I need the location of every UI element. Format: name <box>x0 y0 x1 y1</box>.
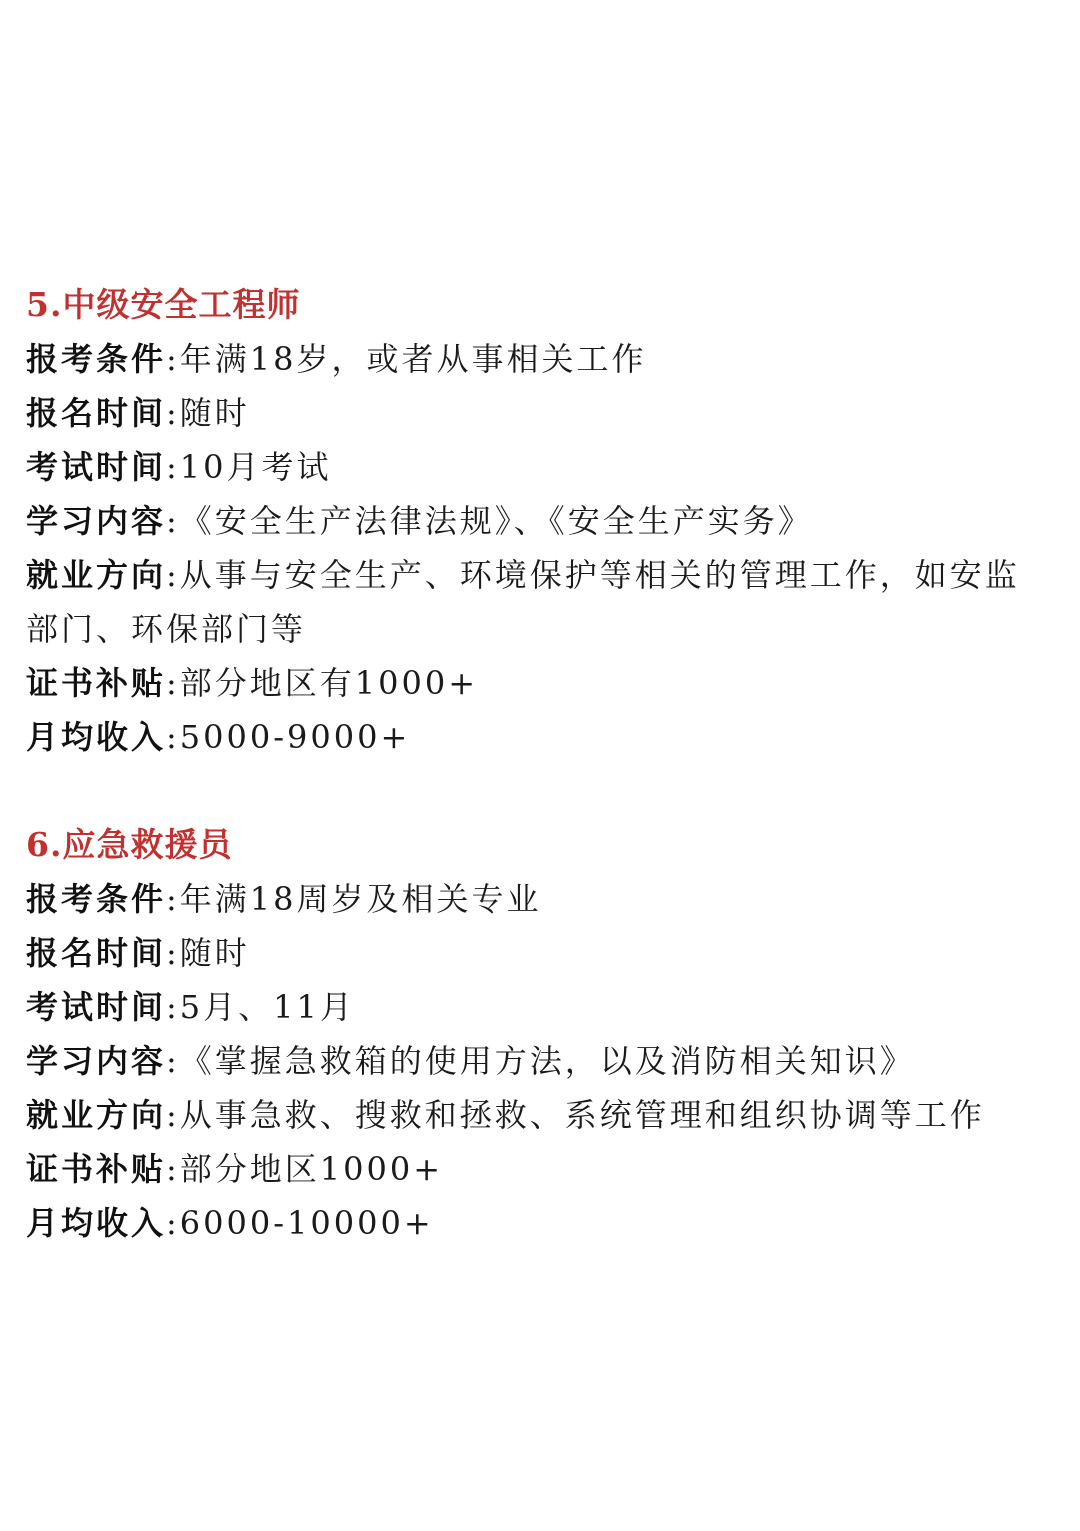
field-certificate-subsidy <box>26 656 1046 710</box>
field-colon: : <box>166 1204 180 1242</box>
field-monthly-income <box>26 710 1046 764</box>
field-registration-requirements <box>26 872 1046 926</box>
field-value: 随时 <box>179 934 250 972</box>
section-safety-engineer <box>26 278 1046 764</box>
field-value: 10月考试 <box>179 448 332 486</box>
field-career-direction <box>26 1088 1046 1142</box>
field-monthly-income <box>26 1196 1046 1250</box>
field-registration-requirements <box>26 332 1046 386</box>
field-colon: : <box>166 988 180 1026</box>
field-certificate-subsidy <box>26 1142 1046 1196</box>
field-colon: : <box>166 394 180 432</box>
field-value: 部分地区1000+ <box>179 1150 444 1188</box>
section-title: 6.应急救援员 <box>26 825 233 864</box>
field-value: 随时 <box>179 394 250 432</box>
field-label: 学习内容 <box>26 502 167 540</box>
field-value: 5000-9000+ <box>179 718 411 756</box>
field-label: 考试时间 <box>26 448 167 486</box>
field-value: 年满18岁，或者从事相关工作 <box>179 340 647 378</box>
section-emergency-rescuer <box>26 818 1046 1250</box>
field-colon: : <box>166 1096 180 1134</box>
field-colon: : <box>166 718 180 756</box>
field-colon: : <box>166 664 180 702</box>
field-label: 就业方向 <box>26 556 167 594</box>
field-colon: : <box>166 880 180 918</box>
field-study-content <box>26 1034 1046 1088</box>
field-exam-time <box>26 440 1046 494</box>
field-label: 月均收入 <box>26 718 167 756</box>
field-label: 月均收入 <box>26 1204 167 1242</box>
field-value: 从事急救、搜救和拯救、系统管理和组织协调等工作 <box>179 1096 985 1134</box>
field-colon: : <box>166 556 180 594</box>
field-colon: : <box>166 340 180 378</box>
field-colon: : <box>166 448 180 486</box>
field-label: 学习内容 <box>26 1042 167 1080</box>
field-career-direction <box>26 548 1046 656</box>
field-value: 从事与安全生产、环境保护等相关的管理工作，如安监部门、环保部门等 <box>26 556 1020 648</box>
field-value: 《安全生产法律法规》、《安全生产实务》 <box>179 502 813 540</box>
field-colon: : <box>166 502 180 540</box>
field-value: 5月、11月 <box>179 988 355 1026</box>
field-label: 证书补贴 <box>26 664 167 702</box>
section-title: 5.中级安全工程师 <box>26 285 301 324</box>
field-colon: : <box>166 1042 180 1080</box>
field-value: 6000-10000+ <box>179 1204 434 1242</box>
field-label: 报考条件 <box>26 880 167 918</box>
field-value: 《掌握急救箱的使用方法，以及消防相关知识》 <box>179 1042 915 1080</box>
field-label: 报名时间 <box>26 934 167 972</box>
field-registration-time <box>26 386 1046 440</box>
field-label: 考试时间 <box>26 988 167 1026</box>
field-registration-time <box>26 926 1046 980</box>
field-colon: : <box>166 1150 180 1188</box>
field-exam-time <box>26 980 1046 1034</box>
field-label: 报名时间 <box>26 394 167 432</box>
field-value: 年满18周岁及相关专业 <box>179 880 542 918</box>
field-label: 就业方向 <box>26 1096 167 1134</box>
field-study-content <box>26 494 1046 548</box>
field-label: 报考条件 <box>26 340 167 378</box>
field-label: 证书补贴 <box>26 1150 167 1188</box>
field-value: 部分地区有1000+ <box>179 664 479 702</box>
field-colon: : <box>166 934 180 972</box>
